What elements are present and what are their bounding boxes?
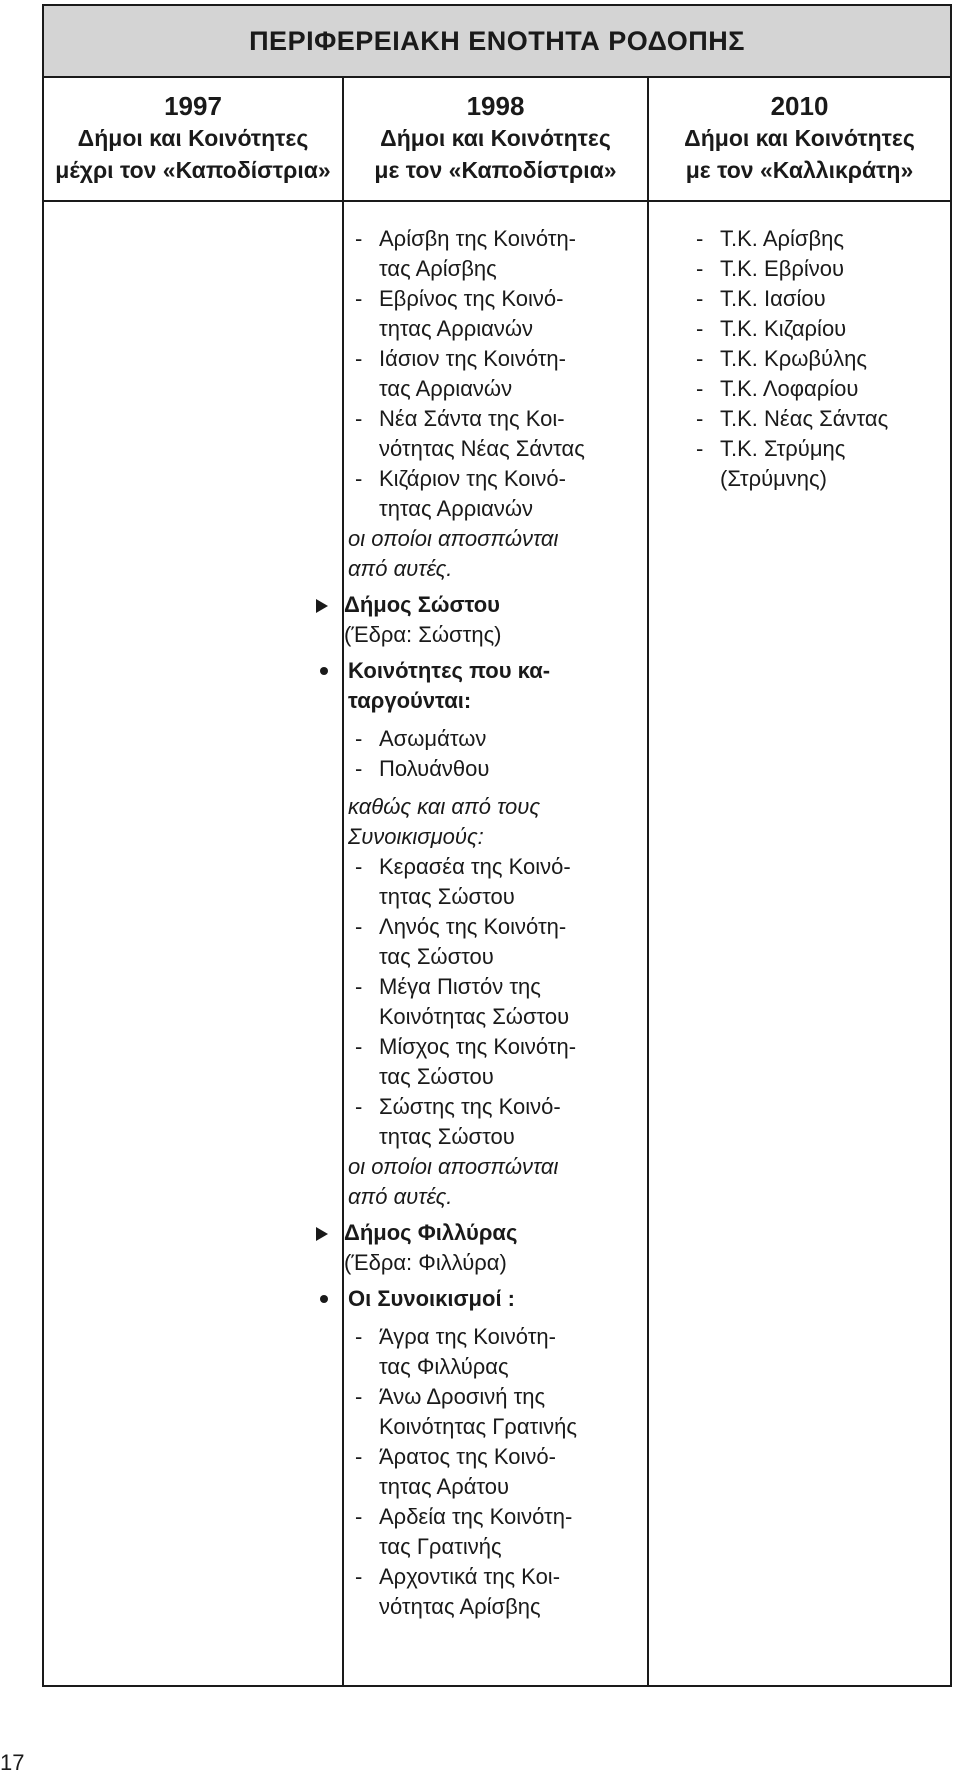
list-item: - Νέα Σάντα της Κοι- νότητας Νέας Σάντας (355, 406, 585, 461)
table-title: ΠΕΡΙΦΕΡΕΙΑΚΗ ΕΝΟΤΗΤΑ ΡΟΔΟΠΗΣ (44, 6, 950, 78)
abolished-communities-heading: Κοινότητες που κα- ταργούνται: (348, 656, 648, 716)
column-1998-content (344, 224, 648, 1622)
column-header-1998: 1998 Δήμοι και Κοινότητες με τον «Καποδίστρια» (374, 91, 617, 183)
list-item: - Αρδεία της Κοινότη- τας Γρατινής (355, 1504, 573, 1559)
settlements-note: καθώς και από τους Συνοικισμούς: (348, 794, 541, 849)
header-divider (44, 200, 950, 202)
list-item: - Ιάσιον της Κοινότη- τας Αρριανών (355, 346, 566, 401)
list-item: - Τ.Κ. Κιζαρίου (696, 316, 847, 341)
dot-bullet-icon (320, 667, 328, 675)
list-item: - Τ.Κ. Αρίσβης (696, 226, 844, 251)
list-item: - Πολυάνθου (355, 756, 490, 781)
list-item: - Τ.Κ. Κρωβύλης (696, 346, 867, 371)
list-item: - Άρατος της Κοινό- τητας Αράτου (355, 1444, 556, 1499)
list-item: - Άνω Δροσινή της Κοινότητας Γρατινής (355, 1384, 577, 1439)
list-item: - Άγρα της Κοινότη- τας Φιλλύρας (355, 1324, 556, 1379)
dot-bullet-icon (320, 1295, 328, 1303)
municipality-seat: (Έδρα: Φιλλύρα) (344, 1250, 507, 1275)
triangle-bullet-icon (316, 1227, 328, 1241)
list-item: - Τ.Κ. Νέας Σάντας (696, 406, 889, 431)
list-item: - Τ.Κ. Στρύμης (Στρύμνης) (696, 436, 846, 491)
municipality-fillyras: Δήμος Φιλλύρας (314, 1218, 648, 1248)
column-header-2010: 2010 Δήμοι και Κοινότητες με τον «Καλλικράτη» (684, 91, 915, 183)
list-item: - Κιζάριον της Κοινό- τητας Αρριανών (355, 466, 566, 521)
municipality-seat: (Έδρα: Σώστης) (344, 622, 502, 647)
list-item: - Μίσχος της Κοινότη- τας Σώστου (355, 1034, 577, 1089)
detach-note: οι οποίοι αποσπώνται από αυτές. (348, 526, 559, 581)
detach-note: οι οποίοι αποσπώνται από αυτές. (348, 1154, 559, 1209)
list-item: - Τ.Κ. Ιασίου (696, 286, 826, 311)
list-item: - Αρχοντικά της Κοι- νότητας Αρίσβης (355, 1564, 561, 1619)
list-item: - Κερασέα της Κοινό- τητας Σώστου (355, 854, 571, 909)
settlements-heading: Οι Συνοικισμοί : (348, 1284, 648, 1314)
list-item: - Τ.Κ. Λοφαρίου (696, 376, 859, 401)
list-item: - Ασωμάτων (355, 726, 487, 751)
municipality-sostou: Δήμος Σώστου (314, 590, 648, 620)
list-item: - Εβρίνος της Κοινό- τητας Αρριανών (355, 286, 564, 341)
list-item: - Αρίσβη της Κοινότη- τας Αρίσβης (355, 226, 577, 281)
list-item: - Ληνός της Κοινότη- τας Σώστου (355, 914, 567, 969)
triangle-bullet-icon (316, 599, 328, 613)
column-header-1997: 1997 Δήμοι και Κοινότητες μέχρι τον «Καποδίστρια» (55, 91, 331, 183)
list-item: - Τ.Κ. Εβρίνου (696, 256, 845, 281)
column-2010-content (696, 224, 936, 494)
list-item: - Σώστης της Κοινό- τητας Σώστου (355, 1094, 561, 1149)
list-item: - Μέγα Πιστόν της Κοινότητας Σώστου (355, 974, 570, 1029)
page-number: 17 (0, 1750, 25, 1775)
